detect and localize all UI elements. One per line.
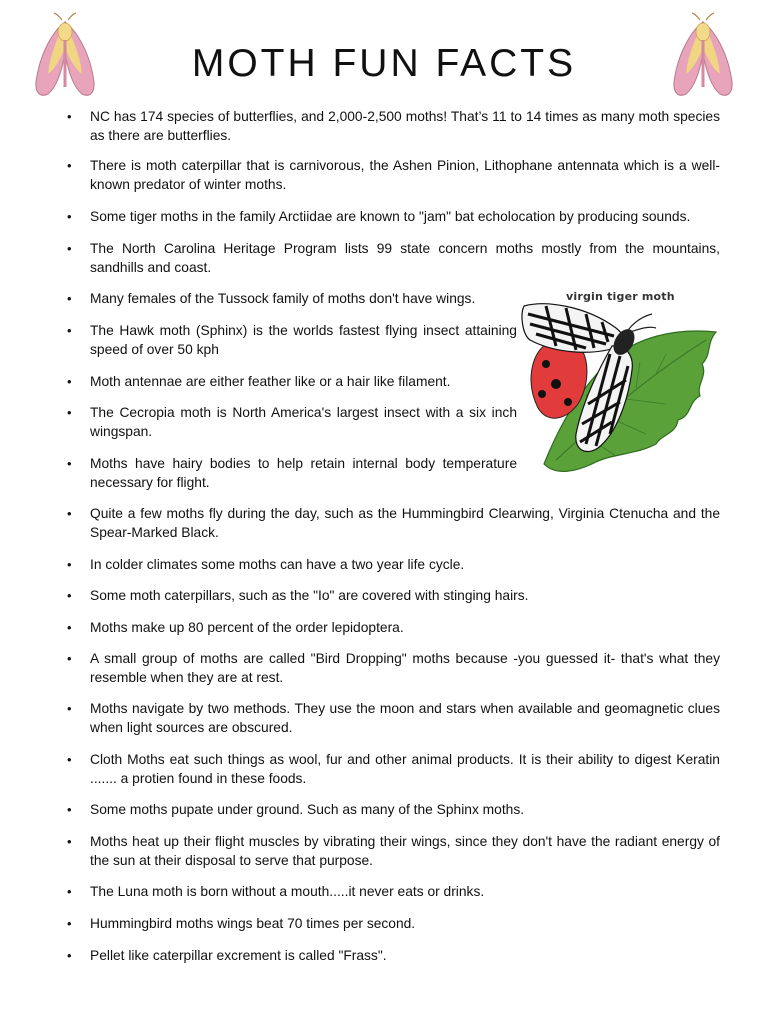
list-item [67,157,720,194]
fact-text: Pellet like caterpillar excrement is called "Frass". [90,948,387,963]
bullet-icon: • [67,701,72,716]
list-item [67,619,720,638]
fact-text: Moths heat up their flight muscles by vibrating their wings, since they don't have the radiant energy of the sun at their disposal to serve that purpose. [90,834,720,868]
list-item [67,373,517,392]
list-item [67,240,720,277]
bullet-icon: • [67,651,72,666]
list-item [67,587,720,606]
fact-text: Moth antennae are either feather like or a hair like filament. [90,374,451,389]
fact-text: Hummingbird moths wings beat 70 times per second. [90,916,416,931]
list-item [67,290,517,309]
illustration-caption: virgin tiger moth [566,290,675,303]
bullet-icon: • [67,916,72,931]
list-item [67,505,720,542]
fact-text: Cloth Moths eat such things as wool, fur and other animal products. It is their ability to digest Keratin ....... a protien found in these foods. [90,752,720,786]
fact-text: Moths have hairy bodies to help retain internal body temperature necessary for flight. [90,456,517,490]
list-item [67,455,517,492]
list-item [67,108,720,145]
list-item [67,915,720,934]
fact-text: Moths navigate by two methods. They use the moon and stars when available and geomagnetic clues when light sources are obscured. [90,701,720,735]
bullet-icon: • [67,884,72,899]
bullet-icon: • [67,802,72,817]
bullet-icon: • [67,506,72,521]
bullet-icon: • [67,405,72,420]
list-item [67,947,720,966]
bullet-icon: • [67,948,72,963]
list-item [67,556,720,575]
fact-text: Some moth caterpillars, such as the "Io" are covered with stinging hairs. [90,588,529,603]
list-item [67,404,517,441]
bullet-icon: • [67,291,72,306]
fact-text: Moths make up 80 percent of the order lepidoptera. [90,620,404,635]
fact-text: The Hawk moth (Sphinx) is the worlds fastest flying insect attaining speed of over 50 kph [90,323,517,357]
fact-text: The Cecropia moth is North America's largest insect with a six inch wingspan. [90,405,517,439]
bullet-icon: • [67,323,72,338]
fact-text: There is moth caterpillar that is carnivorous, the Ashen Pinion, Lithophane antennata which is a well-known predator of winter moths. [90,158,720,192]
bullet-icon: • [67,752,72,767]
list-item [67,801,720,820]
fact-text: Some moths pupate under ground. Such as many of the Sphinx moths. [90,802,525,817]
bullet-icon: • [67,109,72,124]
fact-text: Many females of the Tussock family of moths don't have wings. [90,291,476,306]
fact-text: A small group of moths are called "Bird Dropping" moths because -you guessed it- that's what they resemble when they are at rest. [90,651,720,685]
list-item [67,700,720,737]
list-item [67,883,720,902]
bullet-icon: • [67,620,72,635]
fact-text: NC has 174 species of butterflies, and 2,000-2,500 moths! That’s 11 to 14 times as many moth species as there are butterflies. [90,109,720,143]
bullet-icon: • [67,158,72,173]
list-item [67,322,517,359]
list-item [67,208,720,227]
bullet-icon: • [67,209,72,224]
list-item [67,833,720,870]
bullet-icon: • [67,834,72,849]
page-title: MOTH FUN FACTS [191,42,577,85]
bullet-icon: • [67,374,72,389]
fact-text: Quite a few moths fly during the day, such as the Hummingbird Clearwing, Virginia Ctenucha and the Spear-Marked Black. [90,506,720,540]
fact-text: In colder climates some moths can have a two year life cycle. [90,557,465,572]
bullet-icon: • [67,557,72,572]
fact-text: The Luna moth is born without a mouth.....it never eats or drinks. [90,884,485,899]
list-item [67,751,720,788]
fact-text: Some tiger moths in the family Arctiidae are known to "jam" bat echolocation by producing sounds. [90,209,691,224]
list-item [67,650,720,687]
bullet-icon: • [67,456,72,471]
bullet-icon: • [67,241,72,256]
fact-text: The North Carolina Heritage Program lists 99 state concern moths mostly from the mountains, sandhills and coast. [90,241,720,275]
bullet-icon: • [67,588,72,603]
